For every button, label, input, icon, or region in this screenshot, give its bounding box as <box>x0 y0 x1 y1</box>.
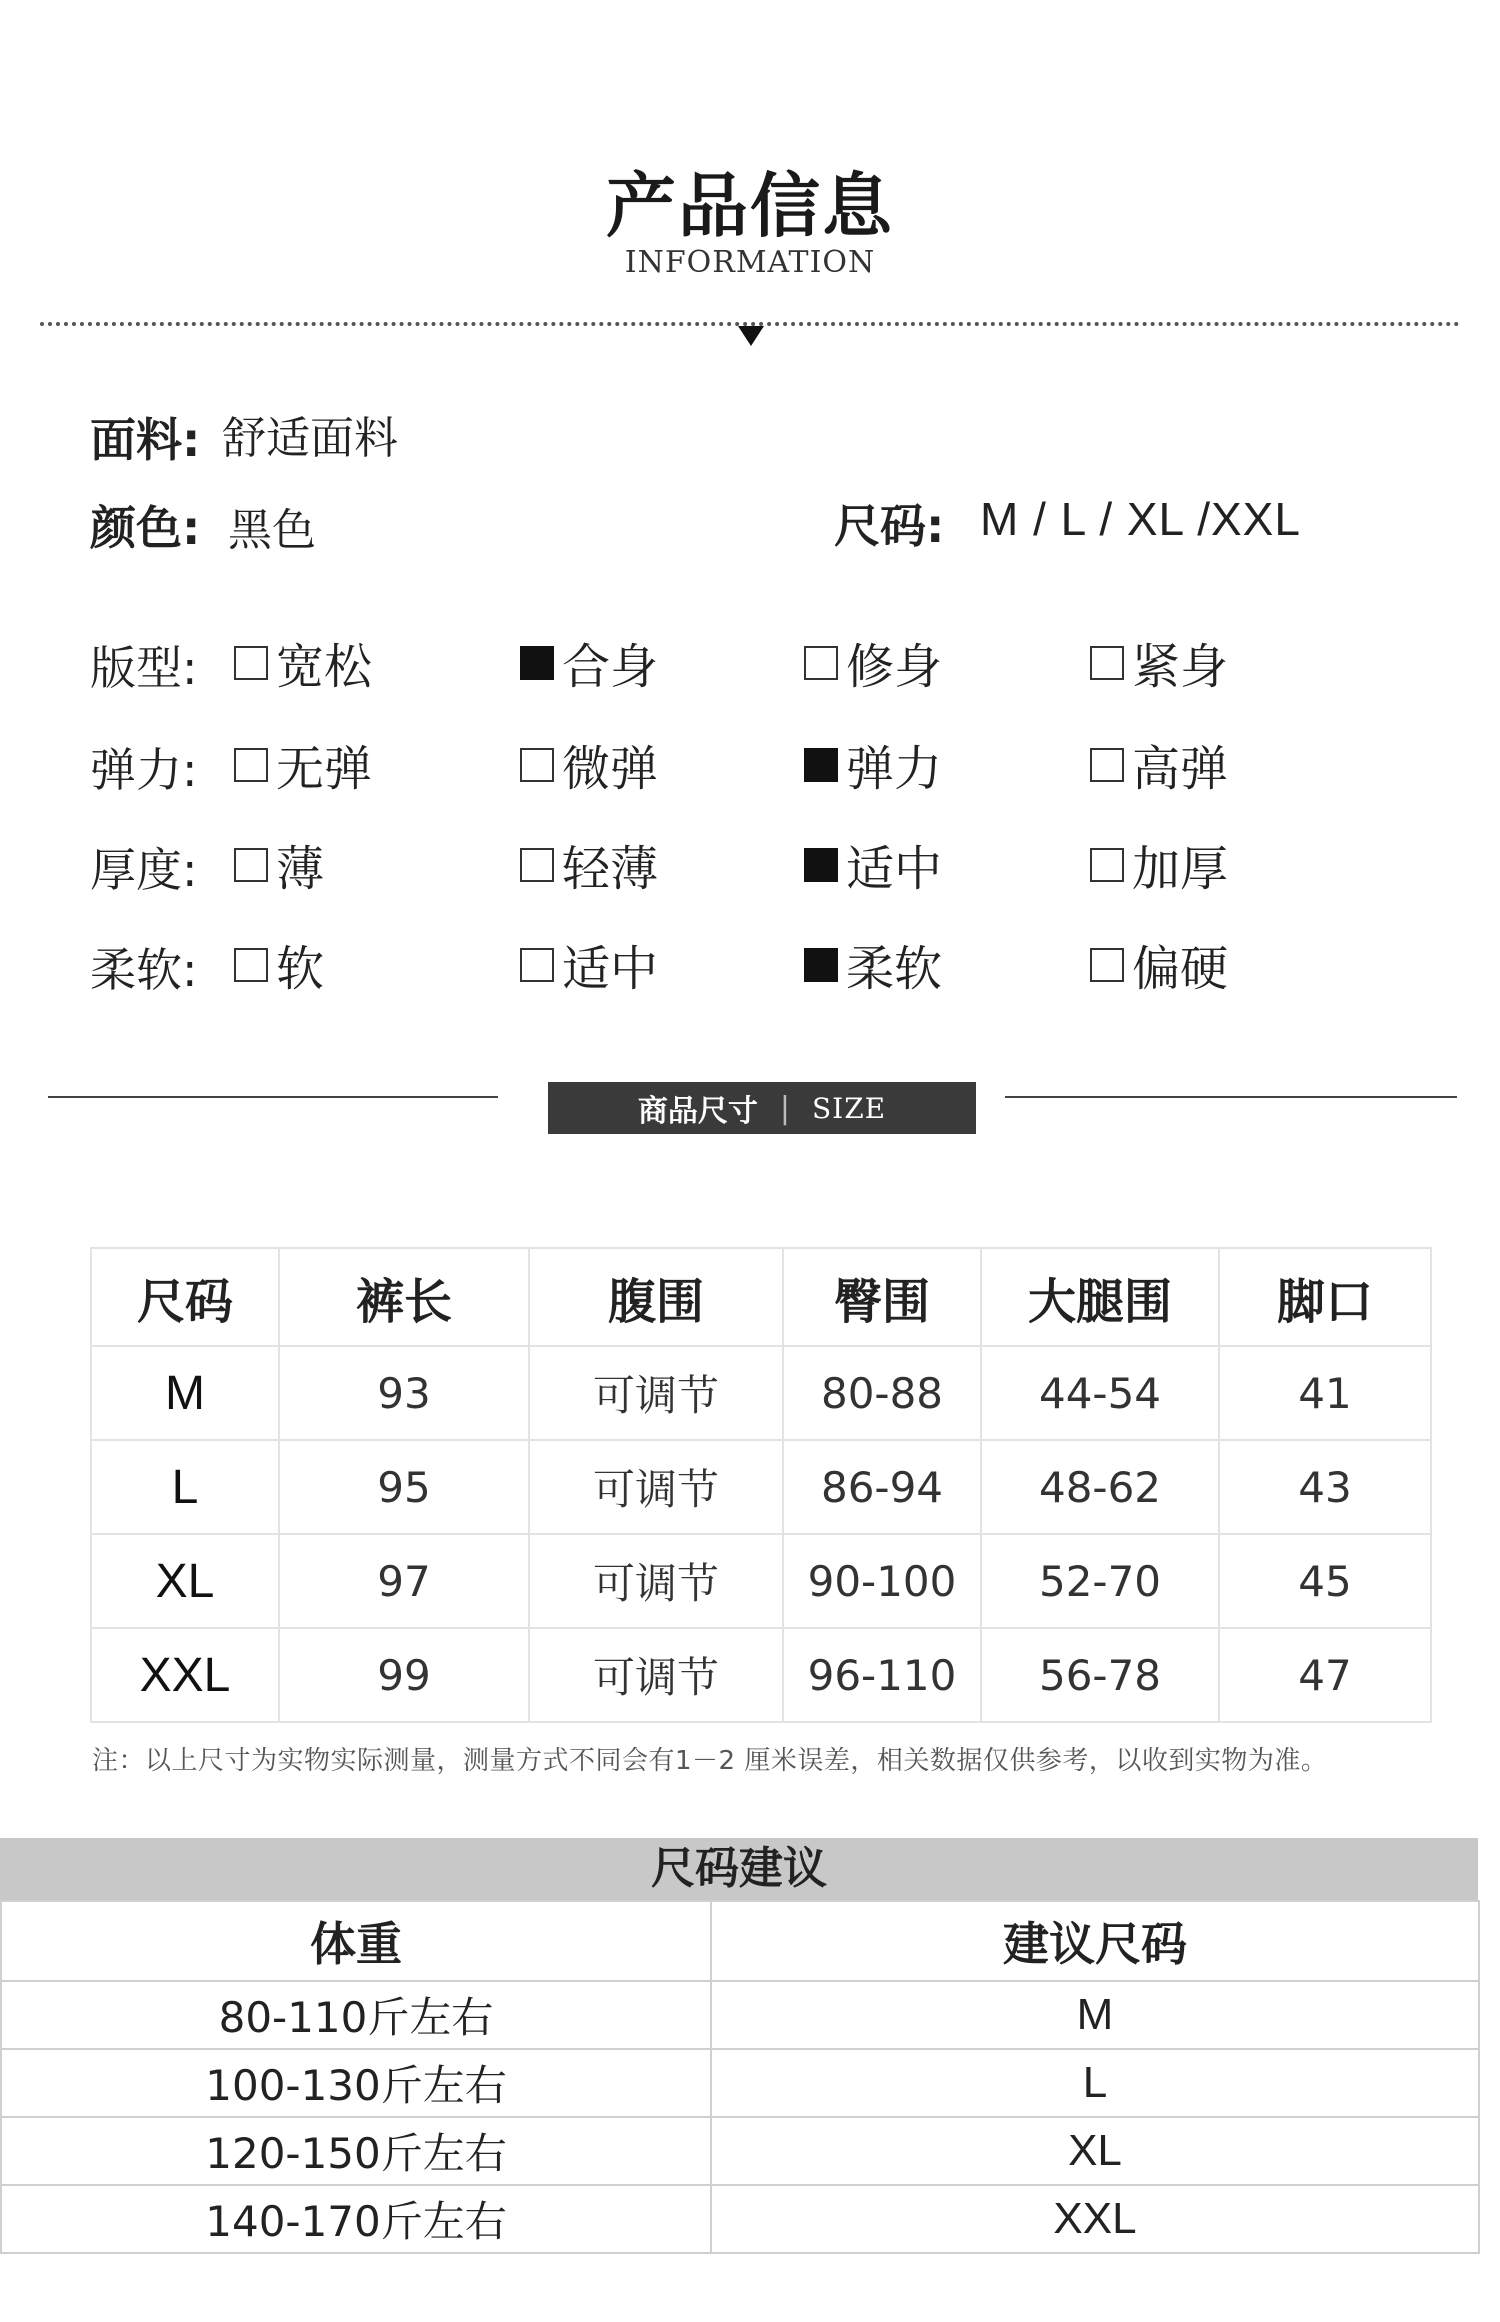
table-row <box>91 1440 1431 1534</box>
attribute-option <box>520 730 658 799</box>
size-table-cell: M <box>91 1346 279 1440</box>
unchecked-box-icon <box>234 646 268 680</box>
unchecked-box-icon <box>234 748 268 782</box>
page-subtitle: INFORMATION <box>624 245 876 280</box>
attribute-option-label: 修身 <box>846 639 943 695</box>
attribute-option <box>1090 628 1228 697</box>
recommendation-cell: 120-150斤左右 <box>1 2117 711 2185</box>
size-table-cell: L <box>91 1440 279 1534</box>
checked-box-icon <box>804 748 838 782</box>
table-row <box>1 2117 1479 2185</box>
attribute-option-label: 宽松 <box>276 639 373 695</box>
size-table-cell: 90-100 <box>783 1534 981 1628</box>
size-table-cell: 可调节 <box>529 1346 783 1440</box>
size-table-cell: 52-70 <box>981 1534 1219 1628</box>
attribute-option <box>804 730 942 799</box>
recommendation-cell: XXL <box>711 2185 1479 2253</box>
size-table-header-cell: 裤长 <box>279 1248 529 1346</box>
size-table-header-cell: 脚口 <box>1219 1248 1431 1346</box>
size-table-cell: 可调节 <box>529 1628 783 1722</box>
attribute-option-label: 紧身 <box>1132 639 1229 695</box>
size-table-cell: 95 <box>279 1440 529 1534</box>
size-table-header-cell: 尺码 <box>91 1248 279 1346</box>
unchecked-box-icon <box>1090 848 1124 882</box>
checked-box-icon <box>804 848 838 882</box>
color-label: 颜色: <box>90 501 201 555</box>
attribute-option-label: 弹力 <box>846 741 943 797</box>
unchecked-box-icon <box>520 848 554 882</box>
size-table-cell: 56-78 <box>981 1628 1219 1722</box>
attribute-label: 弹力: <box>90 743 198 797</box>
checked-box-icon <box>520 646 554 680</box>
attribute-option <box>804 930 942 999</box>
unchecked-box-icon <box>1090 646 1124 680</box>
size-banner <box>548 1082 976 1134</box>
recommendation-cell: 80-110斤左右 <box>1 1981 711 2049</box>
attribute-option-label: 偏硬 <box>1132 941 1229 997</box>
size-banner-en: SIZE <box>811 1091 887 1125</box>
size-table-cell: 99 <box>279 1628 529 1722</box>
size-table-cell: 96-110 <box>783 1628 981 1722</box>
recommendation-title: 尺码建议 <box>0 1838 1478 1900</box>
size-table-cell: 48-62 <box>981 1440 1219 1534</box>
unchecked-box-icon <box>234 948 268 982</box>
table-row <box>91 1628 1431 1722</box>
attribute-option <box>1090 930 1228 999</box>
unchecked-box-icon <box>520 748 554 782</box>
recommendation-cell: L <box>711 2049 1479 2117</box>
size-table-cell: 可调节 <box>529 1440 783 1534</box>
table-row <box>1 2049 1479 2117</box>
size-table-cell: 可调节 <box>529 1534 783 1628</box>
size-table-cell: 47 <box>1219 1628 1431 1722</box>
attribute-option-label: 适中 <box>562 941 659 997</box>
recommendation-cell: M <box>711 1981 1479 2049</box>
attribute-option <box>234 930 324 999</box>
size-table-header-cell: 大腿围 <box>981 1248 1219 1346</box>
size-table-cell: 43 <box>1219 1440 1431 1534</box>
size-banner-cn: 商品尺寸 <box>637 1094 758 1129</box>
fabric-value: 舒适面料 <box>222 413 398 464</box>
size-table <box>90 1247 1432 1723</box>
size-table-cell: 97 <box>279 1534 529 1628</box>
attribute-label: 柔软: <box>90 943 198 997</box>
attribute-option <box>804 830 942 899</box>
size-table-cell: 44-54 <box>981 1346 1219 1440</box>
recommendation-header-cell: 体重 <box>1 1901 711 1981</box>
table-row <box>1 2185 1479 2253</box>
size-table-header <box>91 1248 1431 1346</box>
table-row <box>1 1981 1479 2049</box>
recommendation-cell: 140-170斤左右 <box>1 2185 711 2253</box>
size-table-cell: 86-94 <box>783 1440 981 1534</box>
size-table-cell: 93 <box>279 1346 529 1440</box>
size-banner-separator: | <box>779 1090 790 1126</box>
attribute-option-label: 高弹 <box>1132 741 1229 797</box>
recommendation-header-cell: 建议尺码 <box>711 1901 1479 1981</box>
recommendation-cell: 100-130斤左右 <box>1 2049 711 2117</box>
unchecked-box-icon <box>804 646 838 680</box>
attribute-option-label: 轻薄 <box>562 841 659 897</box>
attribute-option <box>520 830 658 899</box>
attribute-option <box>520 628 658 697</box>
attribute-option-label: 加厚 <box>1132 841 1229 897</box>
size-table-header-cell: 臀围 <box>783 1248 981 1346</box>
triangle-down-icon <box>738 326 764 346</box>
attribute-option <box>804 628 942 697</box>
unchecked-box-icon <box>234 848 268 882</box>
color-value: 黑色 <box>228 505 316 556</box>
banner-right-line <box>1005 1096 1457 1098</box>
table-row <box>91 1534 1431 1628</box>
table-row <box>91 1346 1431 1440</box>
size-table-cell: XL <box>91 1534 279 1628</box>
attribute-option <box>1090 730 1228 799</box>
size-value: M / L / XL /XXL <box>980 493 1301 545</box>
checked-box-icon <box>804 948 838 982</box>
attribute-label: 版型: <box>90 641 198 695</box>
page-title: 产品信息 <box>606 165 894 247</box>
size-table-cell: 41 <box>1219 1346 1431 1440</box>
attribute-option-label: 无弹 <box>276 741 373 797</box>
unchecked-box-icon <box>520 948 554 982</box>
size-label: 尺码: <box>834 499 945 553</box>
unchecked-box-icon <box>1090 748 1124 782</box>
attribute-option <box>234 628 372 697</box>
fabric-label: 面料: <box>90 413 201 467</box>
attribute-option <box>234 730 372 799</box>
attribute-option-label: 薄 <box>276 841 325 897</box>
attribute-option-label: 软 <box>276 941 325 997</box>
attribute-option-label: 微弹 <box>562 741 659 797</box>
recommendation-cell: XL <box>711 2117 1479 2185</box>
unchecked-box-icon <box>1090 948 1124 982</box>
size-table-cell: XXL <box>91 1628 279 1722</box>
attribute-option-label: 适中 <box>846 841 943 897</box>
attribute-option <box>234 830 324 899</box>
attribute-option-label: 柔软 <box>846 941 943 997</box>
attribute-option <box>520 930 658 999</box>
recommendation-table <box>0 1900 1480 2254</box>
size-table-cell: 45 <box>1219 1534 1431 1628</box>
attribute-option <box>1090 830 1228 899</box>
measurement-note: 注：以上尺寸为实物实际测量，测量方式不同会有1－2 厘米误差，相关数据仅供参考，以收到实物为准。 <box>92 1746 1328 1776</box>
size-table-header-cell: 腹围 <box>529 1248 783 1346</box>
attribute-label: 厚度: <box>90 843 198 897</box>
attribute-option-label: 合身 <box>562 639 659 695</box>
recommendation-table-header <box>1 1901 1479 1981</box>
size-table-cell: 80-88 <box>783 1346 981 1440</box>
banner-left-line <box>48 1096 498 1098</box>
